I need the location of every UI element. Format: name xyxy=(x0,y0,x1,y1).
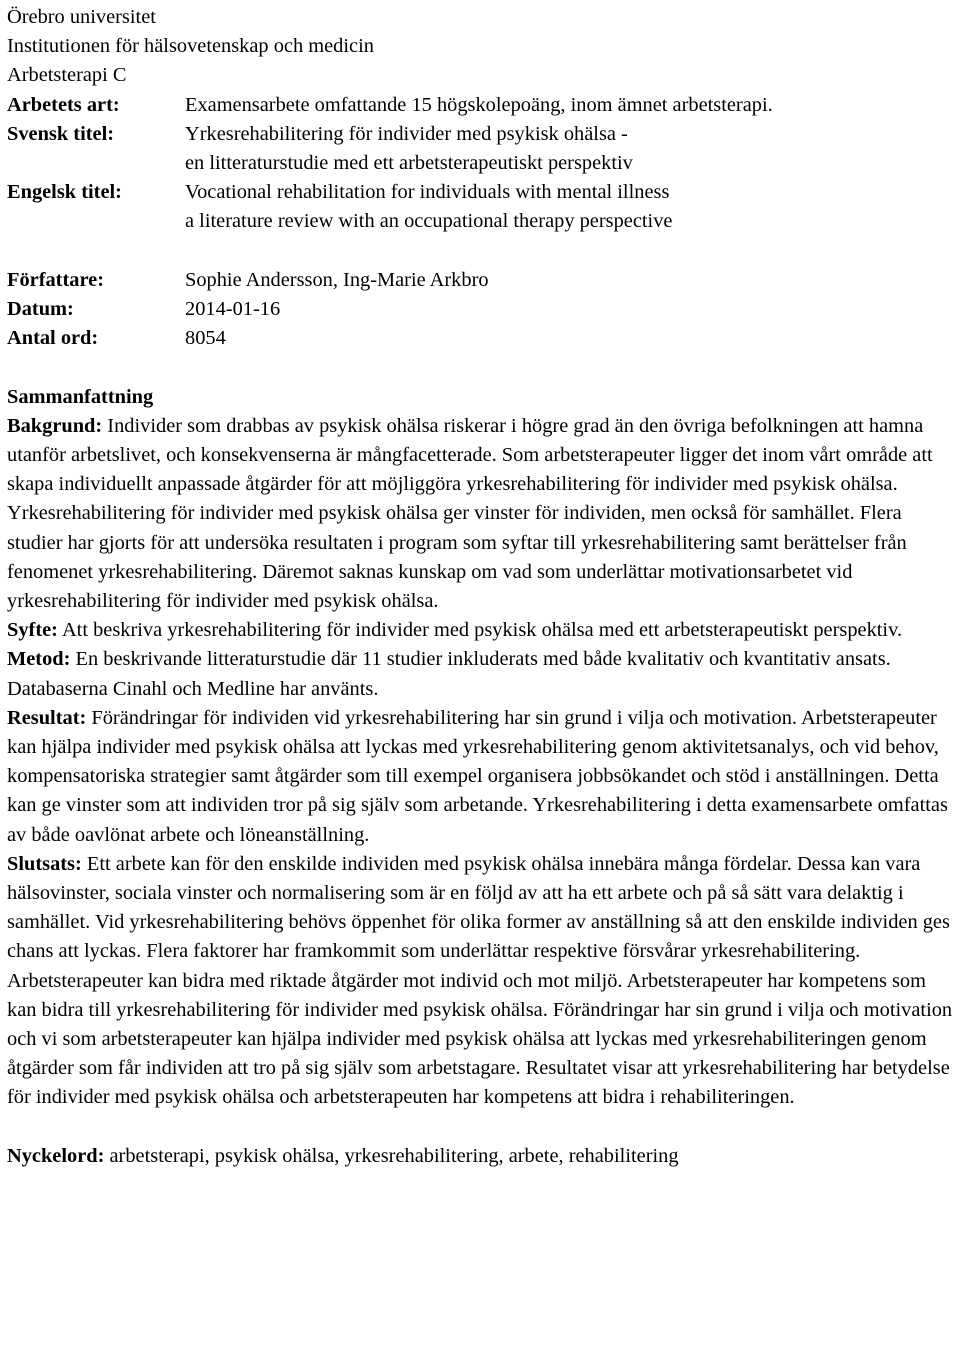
method-text: En beskrivande litteraturstudie där 11 studier inkluderats med både kvalitativ och kvantitativ ansats. Databaserna Cinahl och Medline har använts. xyxy=(7,648,891,700)
background-label: Bakgrund: xyxy=(7,414,103,437)
date-row xyxy=(7,295,957,324)
conclusion-text: Ett arbete kan för den enskilde individen med psykisk ohälsa innebära många fördelar. Dessa kan vara hälsovinster, sociala vinster och normalisering som är en följd av att ha ett arbete och på så sätt vara delaktig i samhället. Vid yrkesrehabilitering behövs öppenhet för olika former av anställning så att den enskilde individen ges chans att lyckas. Flera faktorer har framkommit som underlättar respektive försvårar yrkesrehabilitering. Arbetsterapeuter kan bidra med riktade åtgärder mot individ och mot miljö. Arbetsterapeuter har kompetens som kan bidra till yrkesrehabilitering för individer med psykisk ohälsa. Förändringar har sin grund i vilja och motivation och vi som arbetsterapeuter kan hjälpa individer med psykisk ohälsa att lyckas med yrkesrehabiliteringen genom åtgärder som får individen att tro på sig själv som arbetstagare. Resultatet visar att yrkesrehabilitering har betydelse för individer med psykisk ohälsa och arbetsterapeuten har kompetens att bidra i rehabiliteringen. xyxy=(7,852,953,1109)
authors-value: Sophie Andersson, Ing-Marie Arkbro xyxy=(185,268,489,291)
work-type-row xyxy=(7,91,957,120)
program-name: Arbetsterapi C xyxy=(7,64,127,87)
english-title-row xyxy=(7,178,957,207)
spacer xyxy=(7,1113,957,1142)
background-text: Individer som drabbas av psykisk ohälsa riskerar i högre grad än den övriga befolkningen att hamna utanför arbetslivet, och konsekvenserna är mångfacetterade. Som arbetsterapeuter ligger det inom vårt område att skapa individuellt anpassade åtgärder för att möjliggöra yrkesrehabilitering för individer med psykisk ohälsa. Yrkesrehabilitering för individer med psykisk ohälsa ger vinster för individen, men också för samhället. Flera studier har gjorts för att undersöka resultaten i program som syftar till yrkesrehabilitering samt berättelser från fenomenet yrkesrehabilitering. Däremot saknas kunskap om vad som underlättar motivationsarbetet vid yrkesrehabilitering för individer med psykisk ohälsa. xyxy=(7,414,933,613)
swedish-title-line-2: en litteraturstudie med ett arbetsterapeutiskt perspektiv xyxy=(185,152,633,175)
aim-text: Att beskriva yrkesrehabilitering för individer med psykisk ohälsa med ett arbetsterapeutiskt perspektiv. xyxy=(57,619,903,642)
authors-label: Författare: xyxy=(7,268,104,291)
result-paragraph xyxy=(7,704,957,850)
english-title-line-1: Vocational rehabilitation for individuals with mental illness xyxy=(185,181,670,204)
swedish-title-label: Svensk titel: xyxy=(7,122,115,145)
swedish-title-row xyxy=(7,120,957,149)
conclusion-paragraph xyxy=(7,850,957,1113)
keywords-label: Nyckelord: xyxy=(7,1144,105,1167)
authors-row xyxy=(7,266,957,295)
keywords-paragraph xyxy=(7,1142,957,1171)
summary-heading: Sammanfattning xyxy=(7,385,154,408)
institution-name: Institutionen för hälsovetenskap och medicin xyxy=(7,35,374,58)
word-count-row xyxy=(7,324,957,353)
spacer xyxy=(7,353,957,382)
date-value: 2014-01-16 xyxy=(185,298,281,321)
background-paragraph xyxy=(7,412,957,616)
method-paragraph xyxy=(7,645,957,703)
date-label: Datum: xyxy=(7,298,74,321)
english-title-line-2: a literature review with an occupational therapy perspective xyxy=(185,210,673,233)
university-name: Örebro universitet xyxy=(7,6,156,28)
swedish-title-line-1: Yrkesrehabilitering för individer med psykisk ohälsa - xyxy=(185,122,628,145)
spacer xyxy=(7,237,957,266)
method-label: Metod: xyxy=(7,648,71,671)
result-text: Förändringar för individen vid yrkesrehabilitering har sin grund i vilja och motivation. Arbetsterapeuter kan hjälpa individer med psykisk ohälsa att lyckas med yrkesrehabilitering genom aktivitetsanalys, och vid behov, kompensatoriska strategier samt åtgärder som till exempel organisera jobbsökandet och stöd i anställningen. Detta kan ge vinster som att individen tror på sig själv som arbetande. Yrkesrehabilitering i detta examensarbete omfattas av både oavlönat arbete och löneanställning. xyxy=(7,706,948,846)
word-count-value: 8054 xyxy=(185,327,226,350)
work-type-label: Arbetets art: xyxy=(7,93,120,116)
work-type-value: Examensarbete omfattande 15 högskolepoäng, inom ämnet arbetsterapi. xyxy=(185,93,773,116)
result-label: Resultat: xyxy=(7,706,87,729)
conclusion-label: Slutsats: xyxy=(7,852,82,875)
aim-paragraph xyxy=(7,616,957,645)
word-count-label: Antal ord: xyxy=(7,327,99,350)
english-title-label: Engelsk titel: xyxy=(7,181,122,204)
keywords-text: arbetsterapi, psykisk ohälsa, yrkesrehabilitering, arbete, rehabilitering xyxy=(104,1144,679,1167)
aim-label: Syfte: xyxy=(7,619,58,642)
